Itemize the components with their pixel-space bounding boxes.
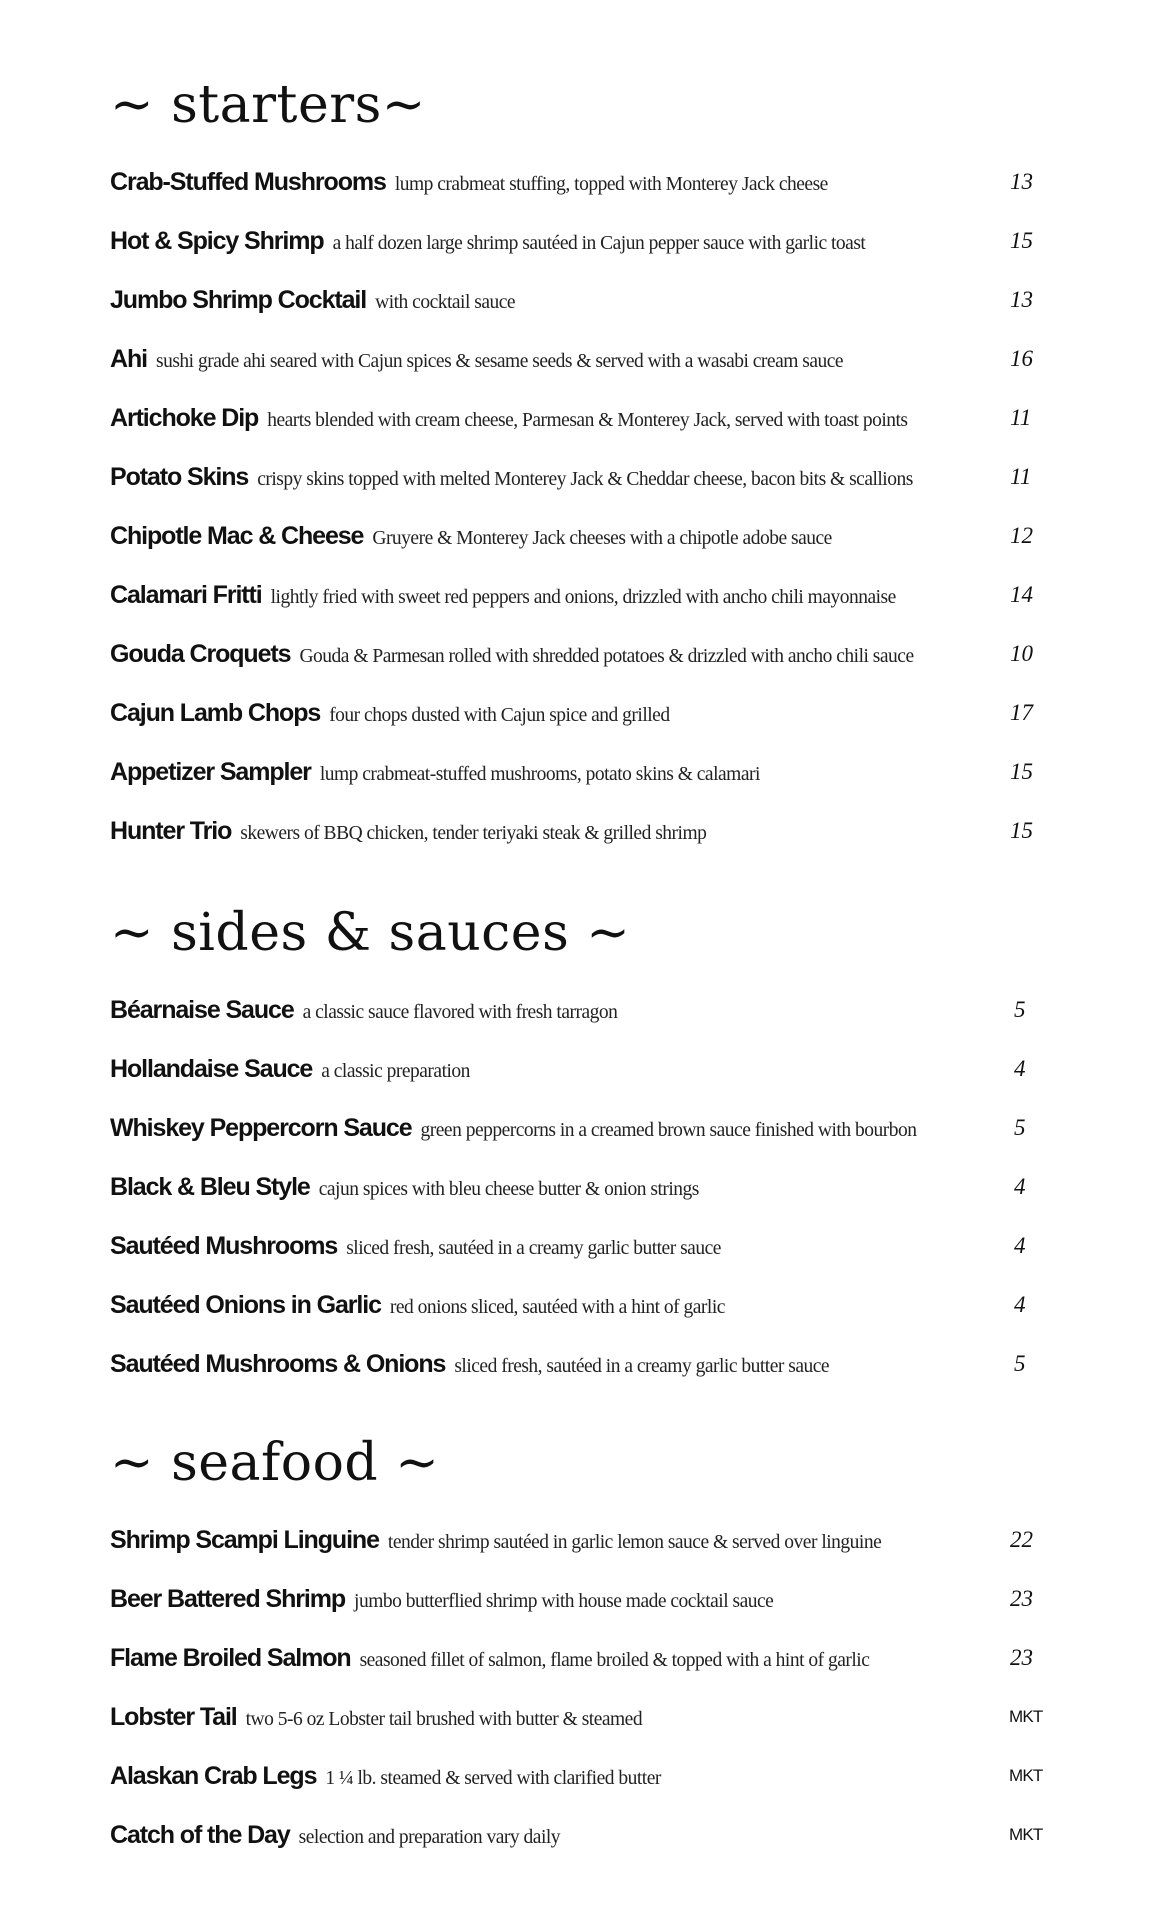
menu-item-name: Chipotle Mac & Cheese [110,522,364,550]
menu-item [110,1638,1060,1697]
menu-item-description: green peppercorns in a creamed brown sauce finished with bourbon [420,1120,917,1141]
menu-item-price: 4 [1014,1056,1026,1081]
menu-item-description: seasoned fillet of salmon, flame broiled & topped with a hint of garlic [359,1650,870,1671]
section-title: ~ sides & sauces ~ [110,903,631,963]
menu-item-name: Beer Battered Shrimp [110,1585,346,1613]
menu-item-price: 17 [1010,700,1033,725]
menu-item [110,516,1060,575]
menu-item-price: 23 [1010,1645,1033,1670]
menu-item-name: Sautéed Onions in Garlic [110,1291,381,1319]
menu-item-list [110,1520,1060,1874]
menu-item-description: lump crabmeat-stuffed mushrooms, potato skins & calamari [319,764,760,785]
menu-item-price: 11 [1010,405,1032,430]
menu-item-description: selection and preparation vary daily [298,1827,561,1848]
menu-item-price: 11 [1010,464,1032,489]
menu-item [110,1344,1060,1403]
menu-item [110,1108,1060,1167]
menu-item [110,1520,1060,1579]
menu-item-name: Whiskey Peppercorn Sauce [110,1114,412,1142]
menu-item-name: Sautéed Mushrooms [110,1232,338,1260]
menu-item-name: Hunter Trio [110,817,232,845]
menu-item-price: MKT [1009,1825,1043,1844]
menu-item [110,811,1060,870]
menu-item-price: 4 [1014,1174,1026,1199]
menu-item-description: crispy skins topped with melted Monterey Jack & Cheddar cheese, bacon bits & scallions [257,469,913,490]
menu-item-name: Shrimp Scampi Linguine [110,1526,379,1554]
menu-item [110,575,1060,634]
menu-item-description: sliced fresh, sautéed in a creamy garlic butter sauce [346,1238,721,1259]
section-starters [110,70,1060,870]
menu-item-name: Appetizer Sampler [110,758,311,786]
menu-item [110,1697,1060,1756]
menu-item-name: Alaskan Crab Legs [110,1762,317,1790]
menu-item-name: Sautéed Mushrooms & Onions [110,1350,446,1378]
menu-item-name: Cajun Lamb Chops [110,699,321,727]
menu-item-name: Hot & Spicy Shrimp [110,227,324,255]
menu-item [110,990,1060,1049]
menu-item-price: 4 [1014,1233,1026,1258]
menu-item-price: 10 [1010,641,1033,666]
menu-item-description: Gruyere & Monterey Jack cheeses with a chipotle adobe sauce [372,528,832,549]
menu-item [110,1756,1060,1815]
menu-item-description: four chops dusted with Cajun spice and grilled [329,705,670,726]
menu-item-name: Catch of the Day [110,1821,290,1849]
menu-item [110,1167,1060,1226]
menu-item-description: sushi grade ahi seared with Cajun spices & sesame seeds & served with a wasabi cream sauce [155,351,844,372]
section-title: ~ starters~ [110,75,426,135]
menu-item [110,1226,1060,1285]
menu-item [110,693,1060,752]
menu-item-price: 15 [1010,818,1033,843]
menu-item-name: Béarnaise Sauce [110,996,294,1024]
menu-item-price: 15 [1010,228,1033,253]
menu-item-description: with cocktail sauce [375,292,516,313]
menu-item-description: Gouda & Parmesan rolled with shredded potatoes & drizzled with ancho chili sauce [299,646,914,667]
menu-item-price: 5 [1014,1115,1026,1140]
menu-item-price: MKT [1009,1707,1043,1726]
menu-item-list [110,162,1060,870]
menu-item-name: Hollandaise Sauce [110,1055,313,1083]
menu-item [110,752,1060,811]
menu-item-price: MKT [1009,1766,1043,1785]
menu-item-description: a classic sauce flavored with fresh tarragon [302,1002,618,1023]
menu-item-description: red onions sliced, sautéed with a hint of garlic [389,1297,725,1318]
menu-item-name: Potato Skins [110,463,249,491]
menu-item-description: cajun spices with bleu cheese butter & onion strings [318,1179,699,1200]
menu-item [110,1579,1060,1638]
menu-item [110,398,1060,457]
menu-item-name: Calamari Fritti [110,581,262,609]
menu-item [110,1285,1060,1344]
menu-item-price: 15 [1010,759,1033,784]
menu-item [110,1815,1060,1874]
menu-item [110,634,1060,693]
menu-item-price: 5 [1014,997,1026,1022]
menu-item [110,339,1060,398]
menu-item [110,162,1060,221]
menu-item [110,457,1060,516]
menu-item [110,280,1060,339]
menu-item-name: Crab-Stuffed Mushrooms [110,168,386,196]
menu-item-description: a classic preparation [321,1061,470,1082]
menu-item-description: skewers of BBQ chicken, tender teriyaki steak & grilled shrimp [240,823,707,844]
menu-item-name: Lobster Tail [110,1703,237,1731]
menu-item-price: 12 [1010,523,1033,548]
menu-item-price: 14 [1010,582,1033,607]
menu-item-list [110,990,1060,1403]
menu-item [110,221,1060,280]
menu-item-description: hearts blended with cream cheese, Parmesan & Monterey Jack, served with toast points [267,410,908,431]
menu-item-name: Gouda Croquets [110,640,291,668]
menu-item-name: Artichoke Dip [110,404,259,432]
menu-item-name: Black & Bleu Style [110,1173,310,1201]
menu-item-description: 1 ¼ lb. steamed & served with clarified butter [325,1768,661,1789]
menu-item [110,1049,1060,1108]
section-title: ~ seafood ~ [110,1433,440,1493]
menu-item-price: 16 [1010,346,1033,371]
menu-item-name: Ahi [110,345,147,373]
menu-item-description: tender shrimp sautéed in garlic lemon sauce & served over linguine [387,1532,882,1553]
menu-item-description: lightly fried with sweet red peppers and onions, drizzled with ancho chili mayonnaise [270,587,896,608]
section-sides-and-sauces [110,898,1060,1403]
menu-item-description: a half dozen large shrimp sautéed in Cajun pepper sauce with garlic toast [332,233,866,254]
section-seafood [110,1428,1060,1874]
menu-item-price: 23 [1010,1586,1033,1611]
menu-item-description: jumbo butterflied shrimp with house made cocktail sauce [354,1591,774,1612]
menu-item-name: Jumbo Shrimp Cocktail [110,286,367,314]
menu-item-price: 13 [1010,287,1033,312]
menu-item-price: 13 [1010,169,1033,194]
menu-item-price: 22 [1010,1527,1033,1552]
menu-item-description: lump crabmeat stuffing, topped with Monterey Jack cheese [394,174,828,195]
menu-item-description: two 5-6 oz Lobster tail brushed with butter & steamed [245,1709,643,1730]
menu-item-description: sliced fresh, sautéed in a creamy garlic butter sauce [454,1356,830,1377]
menu-item-price: 5 [1014,1351,1026,1376]
menu-item-name: Flame Broiled Salmon [110,1644,351,1672]
menu-item-price: 4 [1014,1292,1026,1317]
